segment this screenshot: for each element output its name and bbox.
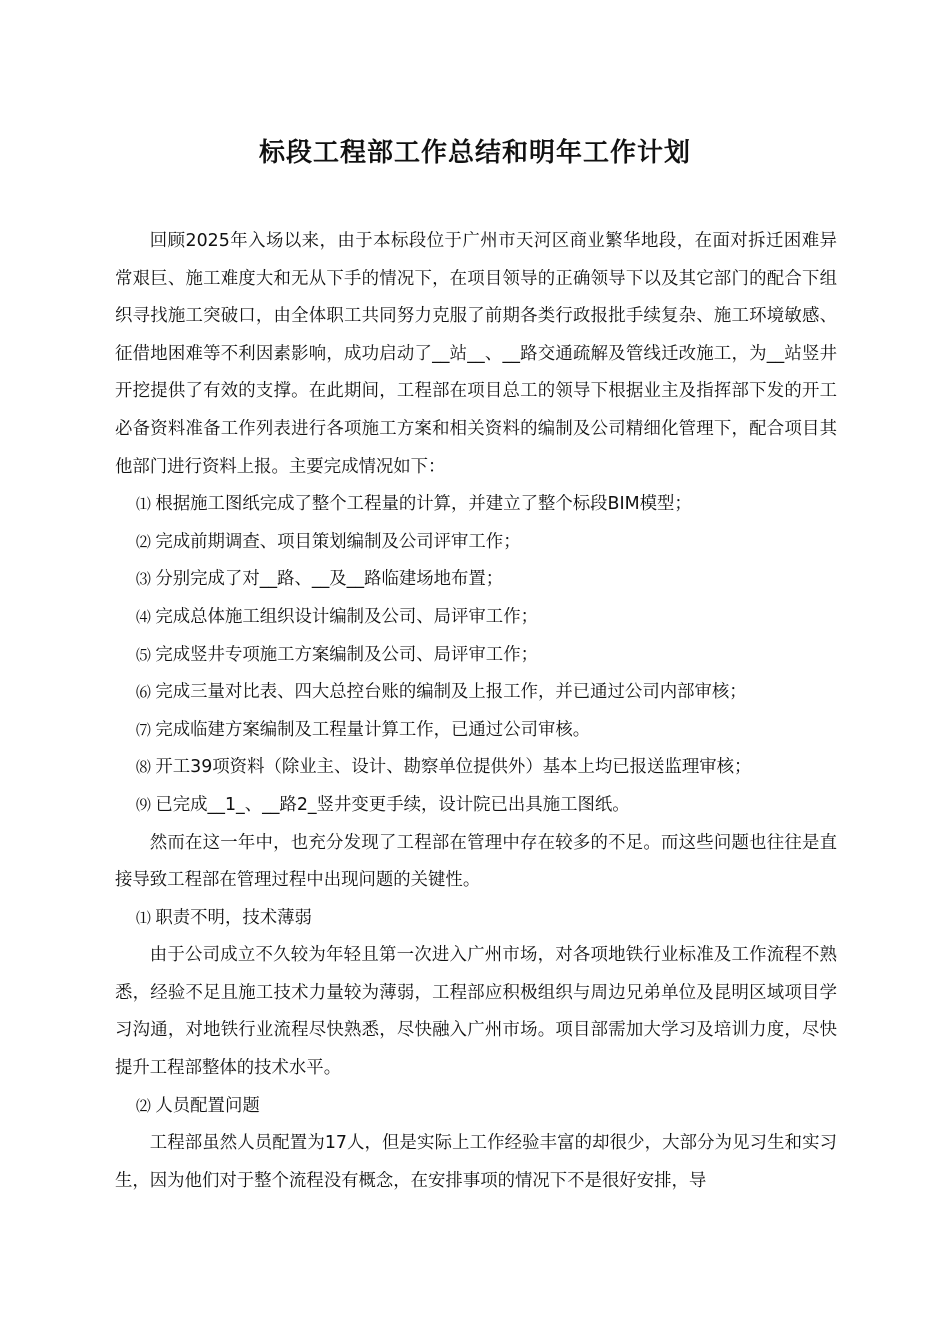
- document-title: 标段工程部工作总结和明年工作计划: [258, 138, 691, 168]
- list-item: [115, 561, 837, 599]
- issue-heading: [115, 1088, 837, 1126]
- list-item-number: ⑹: [135, 683, 151, 702]
- list-item-number: ⑶: [135, 570, 151, 589]
- intro-paragraph: 回顾2025年入场以来，由于本标段位于广州市天河区商业繁华地段，在面对拆迁困难异常艰巨、施工难度大和无从下手的情况下，在项目领导的正确领导下以及其它部门的配合下组织寻找施工突破口，由全体职工共同努力克服了前期各类行政报批手续复杂、施工环境敏感、征借地困难等不利因素影响，成功启动了__站__、__路交通疏解及管线迁改施工，为__站竖井开挖提供了有效的支撑。在此期间，工程部在项目总工的领导下根据业主及指挥部下发的开工必备资料准备工作列表进行各项施工方案和相关资料的编制及公司精细化管理下，配合项目其他部门进行资料上报。主要完成情况如下：: [115, 231, 837, 477]
- list-item: [115, 787, 837, 825]
- list-item: [115, 749, 837, 787]
- list-item: [115, 486, 837, 524]
- list-item-number: ⑵: [135, 532, 151, 551]
- list-item-text: 分别完成了对__路、__及__路临建场地布置；: [155, 569, 504, 590]
- issue-heading: [115, 900, 837, 938]
- list-item-text: 完成三量对比表、四大总控台账的编制及上报工作，并已通过公司内部审核；: [155, 682, 747, 703]
- list-item: [115, 674, 837, 712]
- issue-paragraph: 由于公司成立不久较为年轻且第一次进入广州市场，对各项地铁行业标准及工作流程不熟悉，经验不足且施工技术力量较为薄弱，工程部应积极组织与周边兄弟单位及昆明区域项目学习沟通，对地铁行业流程尽快熟悉，尽快融入广州市场。项目部需加大学习及培训力度，尽快提升工程部整体的技术水平。: [115, 945, 837, 1079]
- list-item-text: 根据施工图纸完成了整个工程量的计算，并建立了整个标段BIM模型；: [155, 494, 692, 515]
- shortcomings-paragraph: 然而在这一年中，也充分发现了工程部在管理中存在较多的不足。而这些问题也往往是直接导致工程部在管理过程中出现问题的关键性。: [115, 832, 837, 891]
- issue-number: ⑴: [135, 908, 151, 927]
- list-item-number: ⑷: [135, 607, 151, 626]
- achievements-list: [115, 486, 837, 824]
- issue-heading-text: 职责不明，技术薄弱: [155, 907, 312, 928]
- issue-paragraph: 工程部虽然人员配置为17人，但是实际上工作经验丰富的却很少，大部分为见习生和实习生，因为他们对于整个流程没有概念，在安排事项的情况下不是很好安排，导: [115, 1133, 837, 1191]
- list-item: [115, 712, 837, 750]
- list-item-number: ⑴: [135, 495, 151, 514]
- list-item: [115, 599, 837, 637]
- list-item-text: 已完成__1_、__路2_竖井变更手续，设计院已出具施工图纸。: [155, 794, 630, 815]
- list-item-text: 开工39项资料（除业主、设计、勘察单位提供外）基本上均已报送监理审核；: [155, 757, 752, 778]
- list-item-number: ⑸: [135, 645, 151, 664]
- document-body: [115, 223, 837, 1200]
- list-item-number: ⑻: [135, 758, 151, 777]
- list-item-text: 完成竖井专项施工方案编制及公司、局评审工作；: [155, 644, 538, 665]
- list-item-text: 完成前期调查、项目策划编制及公司评审工作；: [155, 531, 521, 552]
- list-item: [115, 524, 837, 562]
- issue-number: ⑵: [135, 1096, 151, 1115]
- list-item: [115, 637, 837, 675]
- list-item-text: 完成总体施工组织设计编制及公司、局评审工作；: [155, 606, 538, 627]
- issue-heading-text: 人员配置问题: [155, 1095, 260, 1116]
- list-item-number: ⑺: [135, 720, 151, 739]
- list-item-text: 完成临建方案编制及工程量计算工作，已通过公司审核。: [155, 719, 591, 740]
- list-item-number: ⑼: [135, 795, 151, 814]
